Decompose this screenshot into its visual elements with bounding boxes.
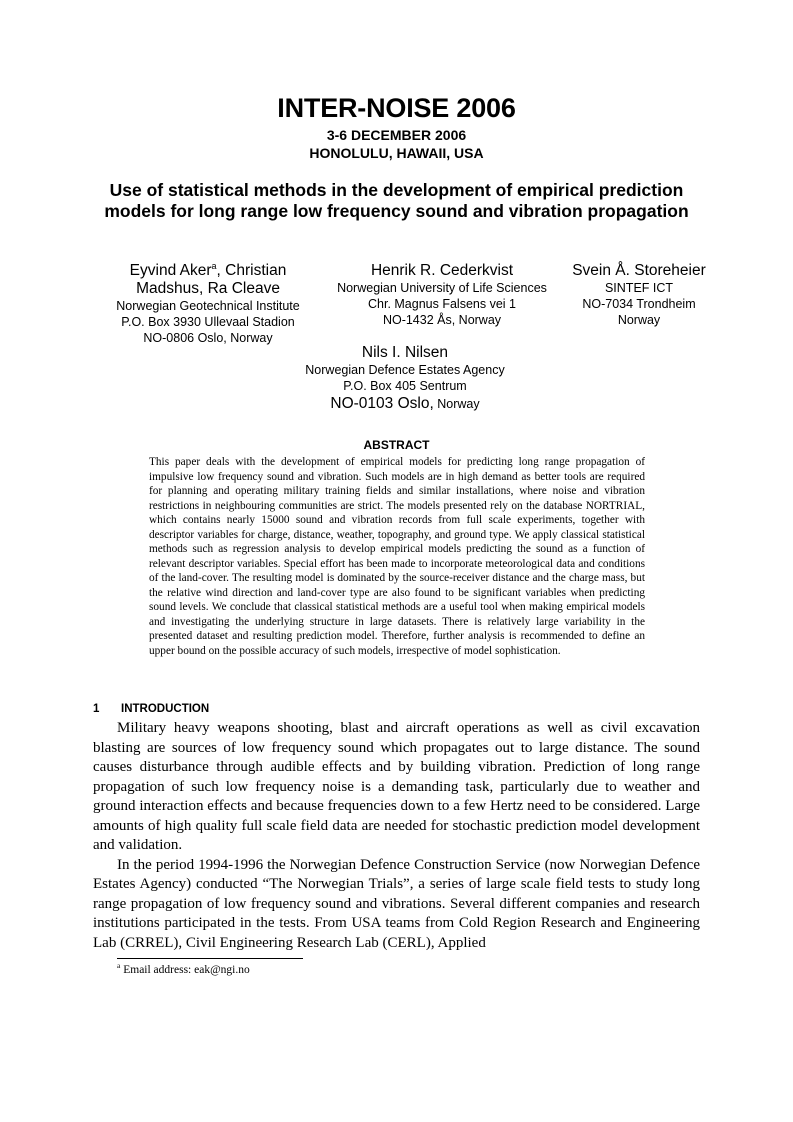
author-group-4: [280, 344, 530, 414]
conference-location: HONOLULU, HAWAII, USA: [309, 145, 484, 161]
affiliation-line: P.O. Box 405 Sentrum: [343, 379, 467, 393]
affiliation-country: Norway: [433, 397, 480, 411]
author-name: Svein Å. Storeheier: [572, 262, 706, 279]
author-group-3: [564, 262, 714, 328]
affiliation-line: SINTEF ICT: [604, 281, 674, 295]
affiliation-line: Norwegian University of Life Sciences: [337, 281, 547, 295]
paper-title: Use of statistical methods in the development of empirical prediction models for long range low frequency sound and vibration propagation: [104, 180, 689, 221]
affiliation-line: Norwegian Defence Estates Agency: [305, 363, 505, 377]
section-title: INTRODUCTION: [121, 703, 210, 715]
affiliation-line: Norway: [617, 313, 661, 327]
affiliation-line: NO-0806 Oslo, Norway: [143, 331, 273, 345]
author-name-b: , Christian: [216, 262, 287, 279]
abstract-text: This paper deals with the development of empirical models for predicting long range propagation of impulsive low frequency sound and vibration. Such models are in high demand as better tools are required for planning and operating military training fields and similar installations, where noise and vibration restrictions in neighbouring communities are strict. The models presented rely on the database NORTRIAL, which contains nearly 15000 sound and vibration records from full scale experiments, together with descriptor variables for charge, distance, weather, topography, and ground type. We apply classical statistical methods such as regression analysis to develop empirical models predicting the sound as a function of relevant descriptor variables. Special effort has been made to incorporate meteorological data and conditions of the land-cover. The resulting model is dominated by the source-receiver distance and the charge mass, but the relative wind direction and land-cover type are also found to be significant variables when predicting sound levels. We conclude that classical statistical methods are a useful tool when making empirical models and investigating the underlying structure in large datasets. There is relatively large variability in the presented dataset and resulting prediction model. Therefore, further analysis is recommended to define an upper bound on the possible accuracy of such models, irrespective of model sophistication.: [149, 456, 645, 657]
paragraph: Military heavy weapons shooting, blast and aircraft operations as well as civil excavation blasting are sources of low frequency sound which propagates out to large distance. The sound causes disturbance through audible effects and by building vibration. Prediction of long range propagation of such low frequency noise is a demanding task, particularly due to weather and ground interaction effects and because frequencies down to a few Hertz need to be considered. Large amounts of high quality full scale field data are needed for stochastic prediction model development and validation.: [93, 720, 700, 853]
author-group-1: [108, 262, 308, 346]
author-group-2: [322, 262, 562, 328]
footnote-marker: a: [117, 961, 121, 971]
author-name: Nils I. Nilsen: [361, 344, 449, 361]
footnote-text: Email address: eak@ngi.no: [120, 964, 250, 976]
author-footnote-marker: a: [211, 260, 217, 271]
abstract-heading: ABSTRACT: [363, 438, 430, 452]
section-number: 1: [93, 703, 100, 715]
affiliation-line: Norwegian Geotechnical Institute: [116, 299, 300, 313]
affiliation-line: P.O. Box 3930 Ullevaal Stadion: [121, 315, 295, 329]
author-names-1: [108, 262, 308, 280]
conference-dates: 3-6 DECEMBER 2006: [326, 127, 467, 143]
author-name-a: Eyvind Aker: [129, 262, 212, 279]
affiliation-line: NO-1432 Ås, Norway: [382, 313, 502, 327]
affiliation-line: NO-7034 Trondheim: [582, 297, 696, 311]
author-name: Henrik R. Cederkvist: [370, 262, 514, 279]
paragraph: In the period 1994-1996 the Norwegian Defence Construction Service (now Norwegian Defence Estates Agency) conducted “The Norwegian Trials”, a series of large scale field tests to study long range propagation of low frequency sound and vibrations. Several different companies and research institutions participated in the tests. From USA teams from Cold Region Research and Engineering Lab (CRREL), Civil Engineering Research Lab (CERL), Applied: [93, 856, 700, 951]
affiliation-postcode: NO-0103 Oslo,: [330, 395, 434, 412]
affiliation-line: Chr. Magnus Falsens vei 1: [368, 297, 516, 311]
section-heading: [93, 703, 209, 715]
body-text: [93, 719, 700, 953]
conference-title: INTER-NOISE 2006: [277, 93, 516, 123]
footnote: [117, 961, 250, 976]
footnote-rule: [117, 958, 303, 959]
affiliation-line: [280, 394, 530, 414]
author-names-1-line2: Madshus, Ra Cleave: [136, 280, 280, 297]
